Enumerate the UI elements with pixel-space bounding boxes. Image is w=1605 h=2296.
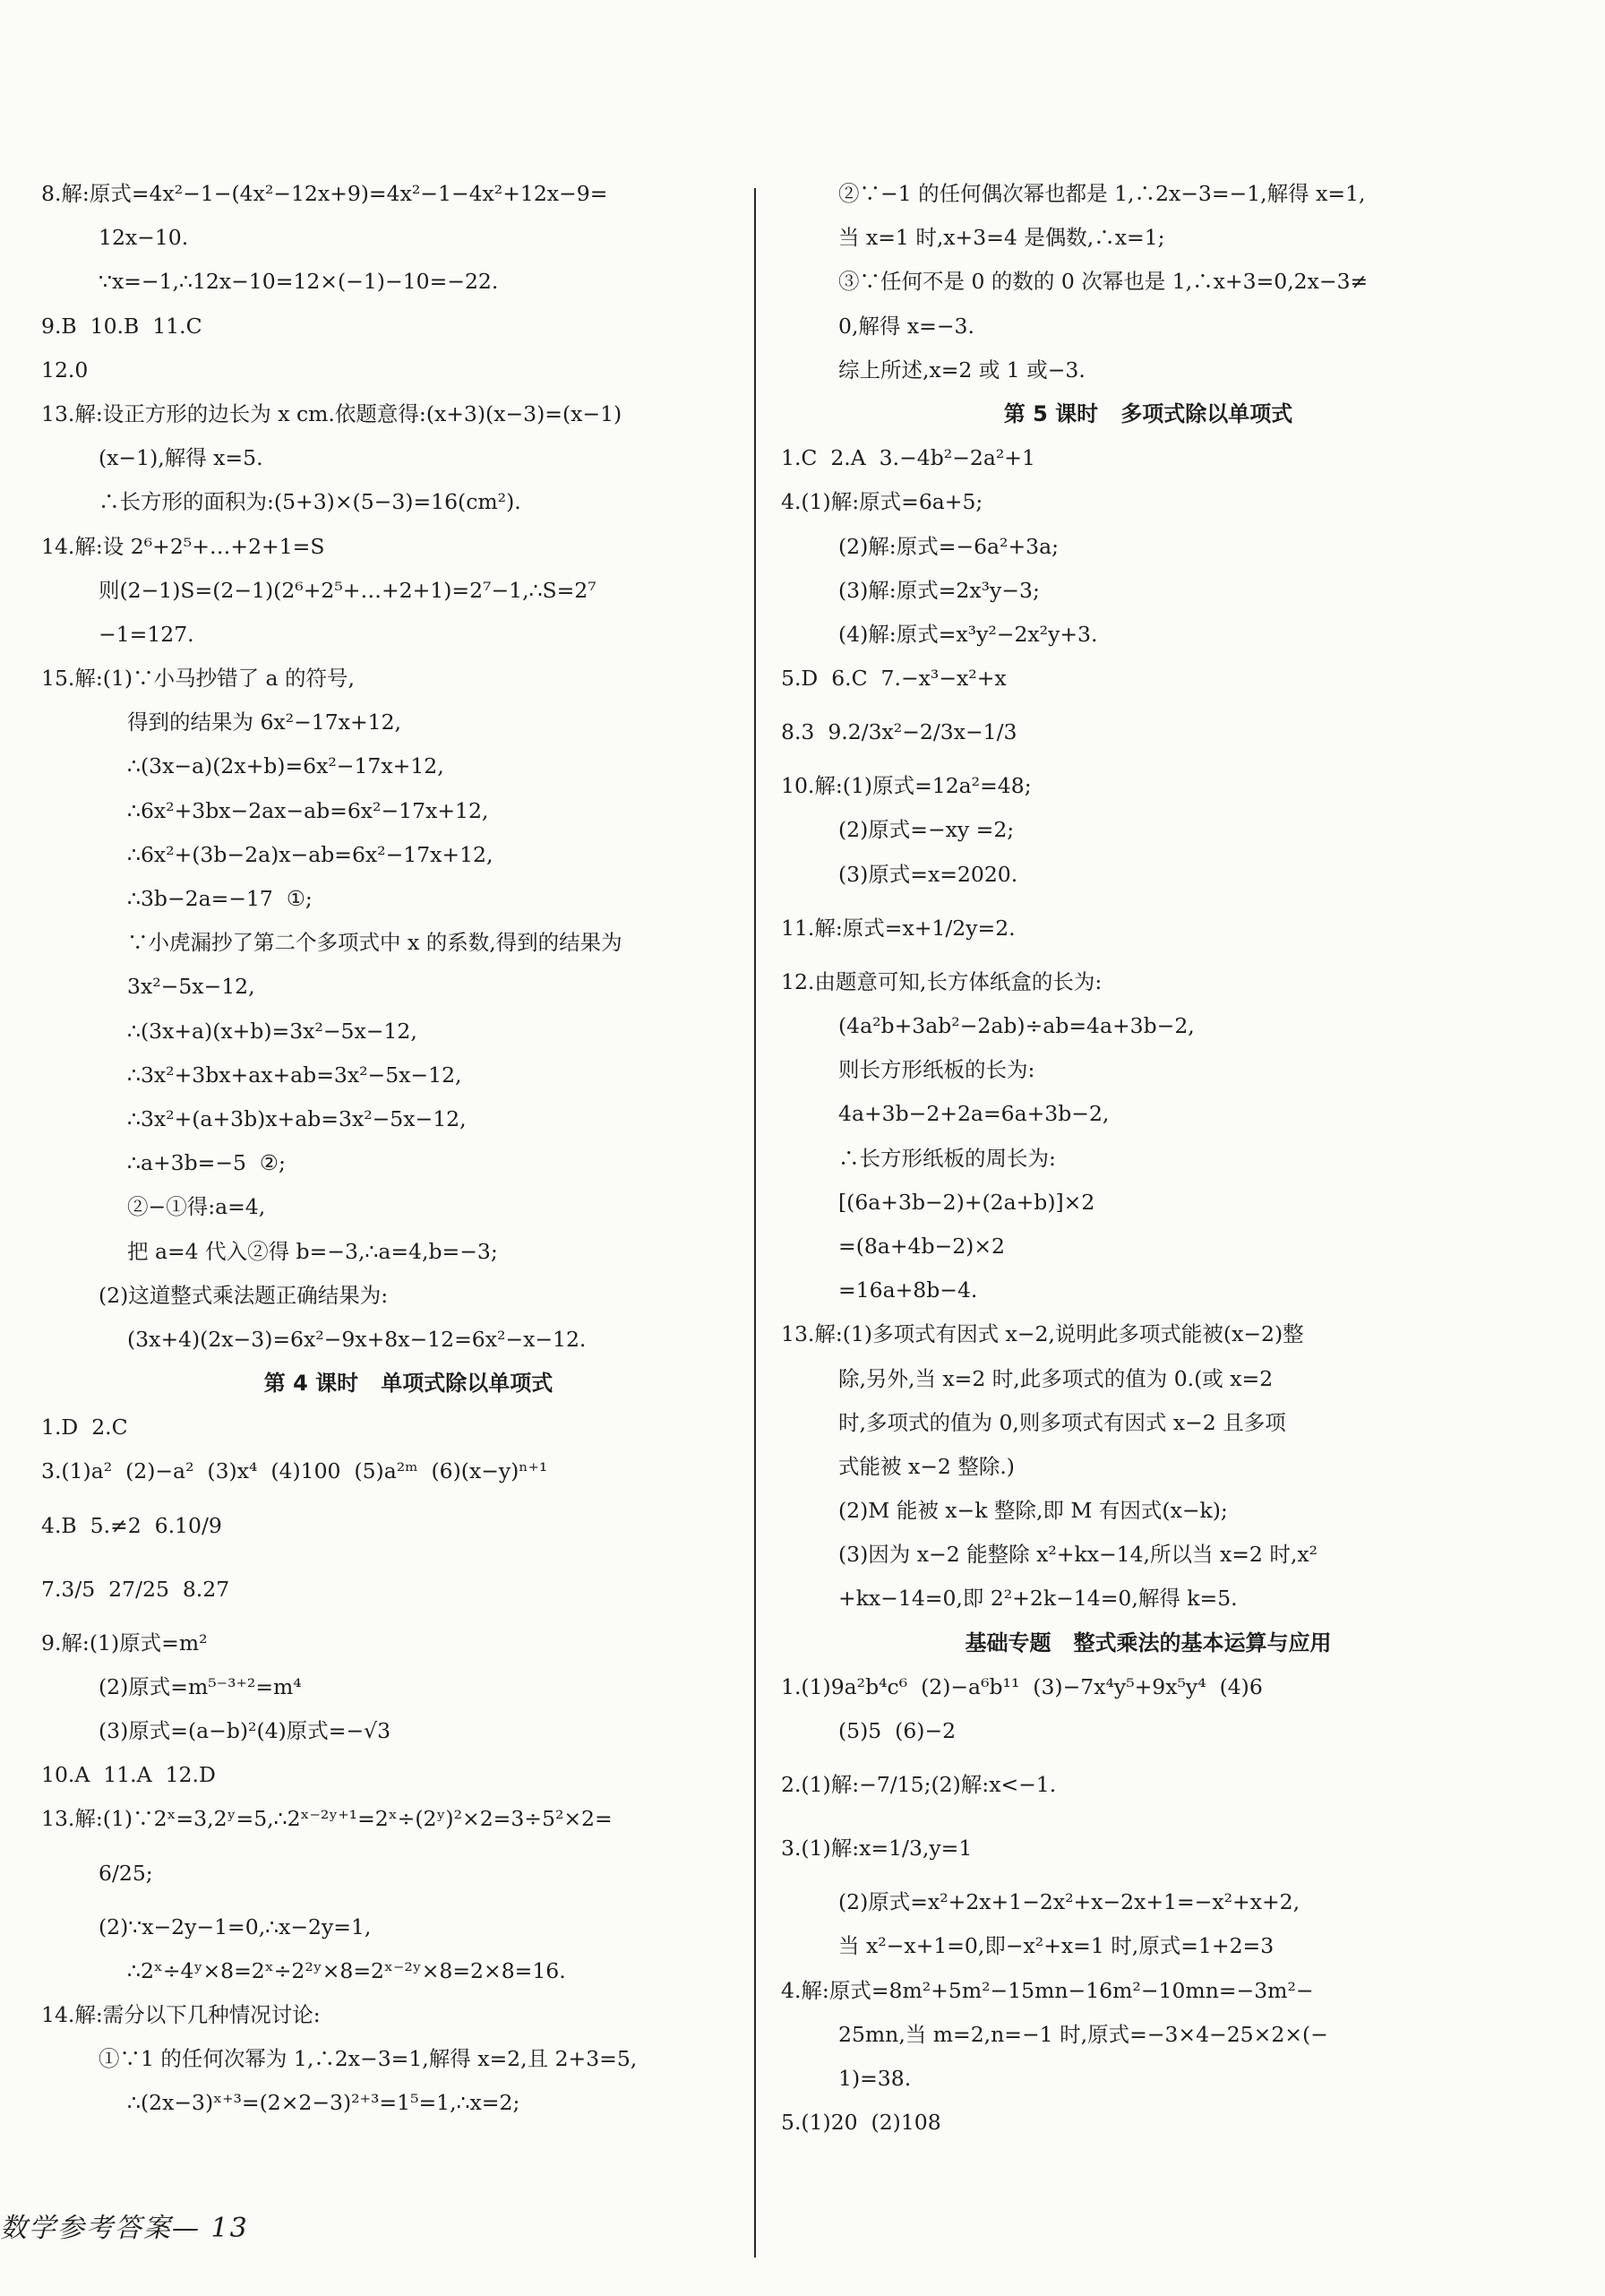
answer-line: [(6a+3b−2)+(2a+b)]×2	[838, 1189, 1095, 1215]
left-column	[41, 172, 776, 2126]
answer-line: 4.B 5.≠2 6.10/9	[41, 1512, 222, 1538]
answer-line: ∴长方形的面积为:(5+3)×(5−3)=16(cm²).	[99, 489, 521, 515]
answer-line: ∴2ˣ÷4ʸ×8=2ˣ÷2²ʸ×8=2ˣ⁻²ʸ×8=2×8=16.	[127, 1957, 566, 1983]
answer-line: 当 x=1 时,x+3=4 是偶数,∴x=1;	[838, 225, 1165, 251]
answer-line: 10.A 11.A 12.D	[41, 1762, 216, 1788]
answer-line: (2)M 能被 x−k 整除,即 M 有因式(x−k);	[838, 1498, 1228, 1524]
answer-line: 5.(1)20 (2)108	[781, 2110, 941, 2136]
answer-line: 8.解:原式=4x²−1−(4x²−12x+9)=4x²−1−4x²+12x−9=	[41, 181, 608, 206]
answer-line: 1.C 2.A 3.−4b²−2a²+1	[781, 445, 1035, 471]
answer-line: ∴3x²+(a+3b)x+ab=3x²−5x−12,	[127, 1105, 467, 1131]
section-heading: 第 4 课时 单项式除以单项式	[263, 1371, 554, 1397]
answer-line: (2)原式=m⁵⁻³⁺²=m⁴	[99, 1673, 302, 1699]
answer-line: 时,多项式的值为 0,则多项式有因式 x−2 且多项	[838, 1409, 1286, 1435]
answer-line: (2)原式=−xy =2;	[838, 817, 1015, 843]
answer-line: (2)这道整式乘法题正确结果为:	[99, 1282, 389, 1308]
answer-line: 13.解:(1)多项式有因式 x−2,说明此多项式能被(x−2)整	[781, 1321, 1304, 1347]
answer-line: 2.(1)解:−7/15;(2)解:x<−1.	[781, 1772, 1057, 1798]
answer-line: (x−1),解得 x=5.	[99, 445, 263, 471]
answer-line: 7.3/5 27/25 8.27	[41, 1576, 230, 1602]
answer-line: 1.(1)9a²b⁴c⁶ (2)−a⁶b¹¹ (3)−7x⁴y⁵+9x⁵y⁴ (4)6	[781, 1673, 1263, 1699]
answer-line: 得到的结果为 6x²−17x+12,	[127, 709, 402, 735]
answer-line: 9.解:(1)原式=m²	[41, 1630, 208, 1655]
answer-line: ②−①得:a=4,	[127, 1194, 266, 1220]
answer-line: 1)=38.	[838, 2065, 912, 2091]
answer-line: (2)原式=x²+2x+1−2x²+x−2x+1=−x²+x+2,	[838, 1889, 1300, 1915]
answer-line: 11.解:原式=x+1/2y=2.	[781, 915, 1016, 941]
column-divider	[754, 188, 756, 2257]
answer-line: (3)因为 x−2 能整除 x²+kx−14,所以当 x=2 时,x²	[838, 1542, 1317, 1568]
answer-line: 5.D 6.C 7.−x³−x²+x	[781, 666, 1007, 692]
answer-line: (4)解:原式=x³y²−2x²y+3.	[838, 621, 1098, 647]
answer-line: ∴(2x−3)ˣ⁺³=(2×2−3)²⁺³=1⁵=1,∴x=2;	[127, 2090, 520, 2116]
answer-line: 25mn,当 m=2,n=−1 时,原式=−3×4−25×2×(−	[838, 2021, 1328, 2047]
answer-line: 3x²−5x−12,	[127, 974, 255, 1000]
answer-line: 4a+3b−2+2a=6a+3b−2,	[838, 1101, 1110, 1127]
answer-line: ∴(3x+a)(x+b)=3x²−5x−12,	[127, 1018, 417, 1044]
answer-line: 12.由题意可知,长方体纸盒的长为:	[781, 968, 1103, 994]
section-heading: 第 5 课时 多项式除以单项式	[1003, 400, 1293, 426]
answer-line: (3x+4)(2x−3)=6x²−9x+8x−12=6x²−x−12.	[127, 1326, 587, 1352]
answer-line: (4a²b+3ab²−2ab)÷ab=4a+3b−2,	[838, 1013, 1195, 1038]
answer-line: ∴长方形纸板的周长为:	[838, 1145, 1056, 1171]
answer-line: ∴3b−2a=−17 ①;	[127, 886, 313, 911]
answer-line: =16a+8b−4.	[838, 1277, 978, 1303]
answer-line: 10.解:(1)原式=12a²=48;	[781, 773, 1032, 799]
page-footer: 数学参考答案— 13	[0, 2213, 249, 2244]
answer-line: 则(2−1)S=(2−1)(2⁶+2⁵+…+2+1)=2⁷−1,∴S=2⁷	[99, 577, 597, 603]
answer-line: 综上所述,x=2 或 1 或−3.	[838, 357, 1086, 383]
answer-line: ①∵1 的任何次幂为 1,∴2x−3=1,解得 x=2,且 2+3=5,	[99, 2046, 638, 2072]
answer-line: ②∵−1 的任何偶次幂也都是 1,∴2x−3=−1,解得 x=1,	[838, 181, 1366, 206]
answer-line: ∴6x²+(3b−2a)x−ab=6x²−17x+12,	[127, 841, 494, 867]
answer-line: 4.(1)解:原式=6a+5;	[781, 489, 983, 515]
answer-line: 4.解:原式=8m²+5m²−15mn−16m²−10mn=−3m²−	[781, 1977, 1314, 2003]
answer-line: ∴6x²+3bx−2ax−ab=6x²−17x+12,	[127, 797, 489, 823]
answer-line: 6/25;	[99, 1860, 153, 1886]
answer-line: ③∵任何不是 0 的数的 0 次幂也是 1,∴x+3=0,2x−3≠	[838, 269, 1369, 295]
answer-line: 则长方形纸板的长为:	[838, 1057, 1035, 1083]
answer-line: +kx−14=0,即 2²+2k−14=0,解得 k=5.	[838, 1586, 1238, 1612]
answer-line: (3)解:原式=2x³y−3;	[838, 577, 1040, 603]
right-column	[781, 172, 1515, 2145]
answer-line: 1.D 2.C	[41, 1415, 128, 1440]
answer-line: (2)解:原式=−6a²+3a;	[838, 533, 1060, 559]
answer-line: −1=127.	[99, 621, 194, 647]
answer-line: =(8a+4b−2)×2	[838, 1233, 1005, 1259]
answer-line: 15.解:(1)∵小马抄错了 a 的符号,	[41, 666, 355, 692]
answer-line: 9.B 10.B 11.C	[41, 313, 202, 339]
answer-line: (3)原式=x=2020.	[838, 861, 1018, 887]
answer-line: 8.3 9.2/3x²−2/3x−1/3	[781, 719, 1017, 745]
answer-line: (5)5 (6)−2	[838, 1718, 957, 1743]
answer-line: 当 x²−x+1=0,即−x²+x=1 时,原式=1+2=3	[838, 1933, 1275, 1959]
answer-line: ∴(3x−a)(2x+b)=6x²−17x+12,	[127, 753, 444, 779]
answer-line: ∵小虎漏抄了第二个多项式中 x 的系数,得到的结果为	[127, 930, 622, 956]
answer-line: 把 a=4 代入②得 b=−3,∴a=4,b=−3;	[127, 1238, 498, 1264]
answer-line: (2)∵x−2y−1=0,∴x−2y=1,	[99, 1913, 372, 1939]
answer-line: ∵x=−1,∴12x−10=12×(−1)−10=−22.	[99, 269, 499, 295]
answer-line: 13.解:(1)∵2ˣ=3,2ʸ=5,∴2ˣ⁻²ʸ⁺¹=2ˣ÷(2ʸ)²×2=3÷5²×2=	[41, 1806, 613, 1832]
answer-line: ∴3x²+3bx+ax+ab=3x²−5x−12,	[127, 1062, 462, 1088]
answer-line: 13.解:设正方形的边长为 x cm.依题意得:(x+3)(x−3)=(x−1)	[41, 400, 622, 426]
section-heading: 基础专题 整式乘法的基本运算与应用	[965, 1630, 1332, 1655]
answer-line: 除,另外,当 x=2 时,此多项式的值为 0.(或 x=2	[838, 1365, 1274, 1391]
answer-line: ∴a+3b=−5 ②;	[127, 1150, 286, 1176]
answer-line: 0,解得 x=−3.	[838, 313, 974, 339]
answer-line: 12.0	[41, 357, 89, 383]
answer-line: 3.(1)a² (2)−a² (3)x⁴ (4)100 (5)a²ᵐ (6)(x−y)ⁿ⁺¹	[41, 1458, 548, 1484]
answer-line: (3)原式=(a−b)²(4)原式=−√3	[99, 1718, 391, 1743]
answer-line: 3.(1)解:x=1/3,y=1	[781, 1836, 973, 1862]
answer-line: 12x−10.	[99, 225, 189, 251]
answer-line: 式能被 x−2 整除.)	[838, 1453, 1015, 1479]
answer-line: 14.解:设 2⁶+2⁵+…+2+1=S	[41, 533, 325, 559]
answer-line: 14.解:需分以下几种情况讨论:	[41, 2001, 321, 2027]
